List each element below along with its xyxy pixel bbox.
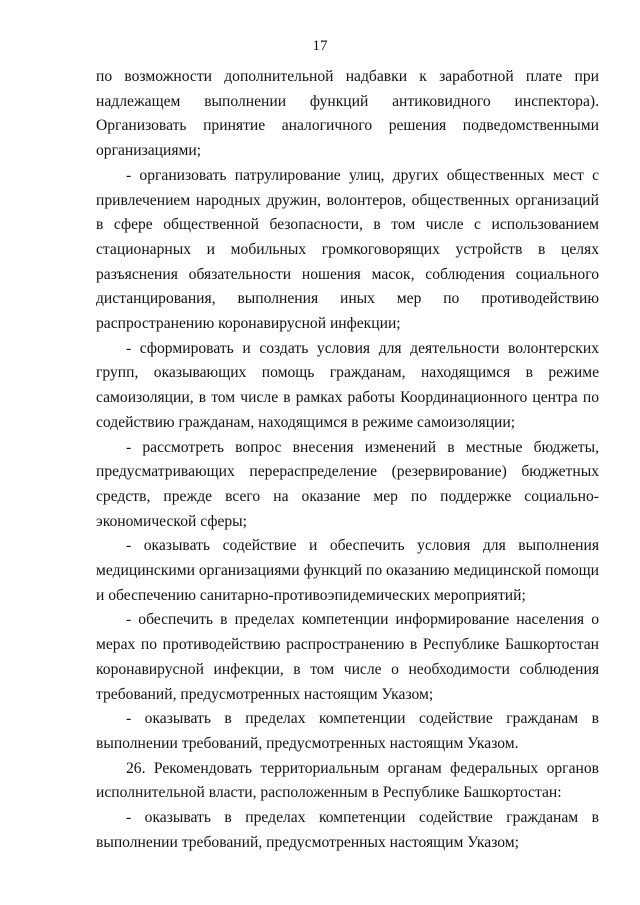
- page-number: 17: [312, 38, 328, 54]
- paragraph-continuation: по возможности дополнительной надбавки к заработной плате при надлежащем выполнении функций антиковидного инспектора). Организовать принятие аналогичного решения подведомственными организациями;: [96, 68, 599, 160]
- paragraph-item-26: 26. Рекомендовать территориальным органам федеральных органов исполнительной власти, расположенным в Республике Башкортостан:: [96, 759, 599, 802]
- paragraph-volunteer-groups: - сформировать и создать условия для деятельности волонтерских групп, оказывающих помощь гражданам, находящимся в режиме самоизоляции, в том числе в рамках работы Координационного центра по содействию гражданам, находящимся в режиме самоизоляции;: [96, 339, 599, 431]
- paragraph-medical-support: - оказывать содействие и обеспечить условия для выполнения медицинскими организациями функций по оказанию медицинской помощи и обеспечению санитарно-противоэпидемических мероприятий;: [96, 537, 599, 604]
- paragraph-patrol-streets: - организовать патрулирование улиц, других общественных мест с привлечением народных дружин, волонтеров, общественных организаций в сфере общественной безопасности, в том числе с использованием стационарных и мобильных громкоговорящих устройств в целях разъяснения обязательности ношения масок, соблюдения социального дистанцирования, выполнения иных мер по противодействию распространению коронавирусной инфекции;: [96, 166, 599, 333]
- paragraph-public-information: - обеспечить в пределах компетенции информирование населения о мерах по противодействию распространению в Республике Башкортостан коронавирусной инфекции, в том числе о необходимости соблюдения требований, предусмотренных настоящим Указом;: [96, 611, 599, 703]
- document-body: [96, 65, 599, 856]
- paragraph-assist-citizens: - оказывать в пределах компетенции содействие гражданам в выполнении требований, предусмотренных настоящим Указом.: [96, 710, 599, 752]
- paragraph-local-budgets: - рассмотреть вопрос внесения изменений в местные бюджеты, предусматривающих перераспределение (резервирование) бюджетных средств, прежде всего на оказание мер по поддержке социально-экономической сферы;: [96, 438, 599, 530]
- paragraph-assist-citizens-federal: - оказывать в пределах компетенции содействие гражданам в выполнении требований, предусмотренных настоящим Указом;: [96, 809, 599, 851]
